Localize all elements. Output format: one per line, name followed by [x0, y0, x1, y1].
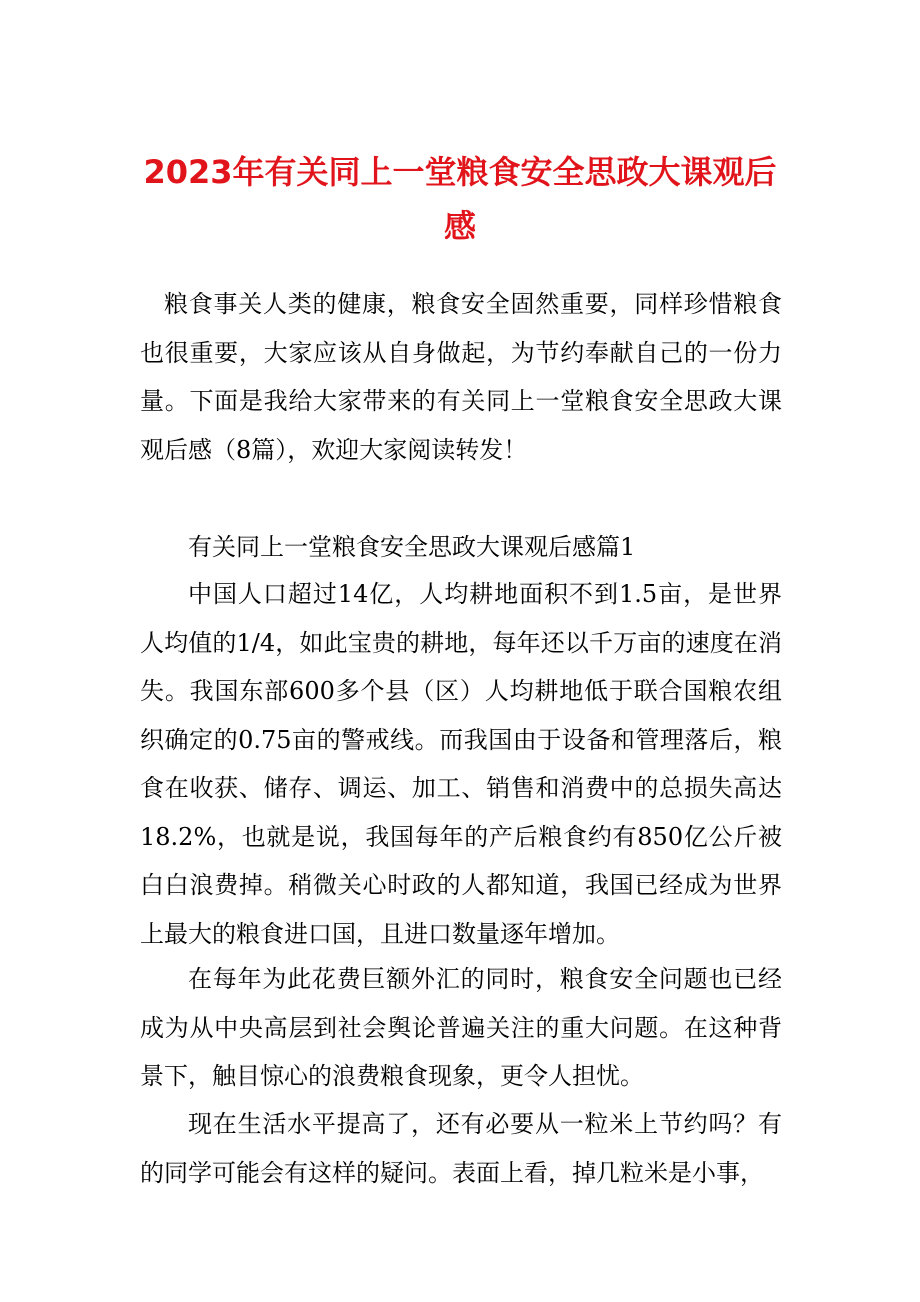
body-paragraph-2: 在每年为此花费巨额外汇的同时，粮食安全问题也已经成为从中央高层到社会舆论普遍关注的重大问题。在这种背景下，触目惊心的浪费粮食现象，更令人担忧。 [140, 965, 782, 1090]
document-title: 2023年有关同上一堂粮食安全思政大课观后感 [143, 153, 777, 245]
intro-paragraph: 粮食事关人类的健康，粮食安全固然重要，同样珍惜粮食也很重要，大家应该从自身做起，为节约奉献自己的一份力量。下面是我给大家带来的有关同上一堂粮食安全思政大课观后感（8篇），欢迎大家阅读转发！ [140, 290, 782, 464]
body-paragraph-1: 中国人口超过14亿，人均耕地面积不到1.5亩，是世界人均值的1/4，如此宝贵的耕地，每年还以千万亩的速度在消失。我国东部600多个县（区）人均耕地低于联合国粮农组织确定的0.75亩的警戒线。而我国由于设备和管理落后，粮食在收获、储存、调运、加工、销售和消费中的总损失高达18.2%，也就是说，我国每年的产后粮食约有850亿公斤被白白浪费掉。稍微关心时政的人都知道，我国已经成为世界上最大的粮食进口国，且进口数量逐年增加。 [140, 580, 782, 948]
body-paragraph-3: 现在生活水平提高了，还有必要从一粒米上节约吗？有的同学可能会有这样的疑问。表面上看，掉几粒米是小事， [140, 1110, 782, 1187]
section-heading: 有关同上一堂粮食安全思政大课观后感篇1 [188, 533, 636, 561]
